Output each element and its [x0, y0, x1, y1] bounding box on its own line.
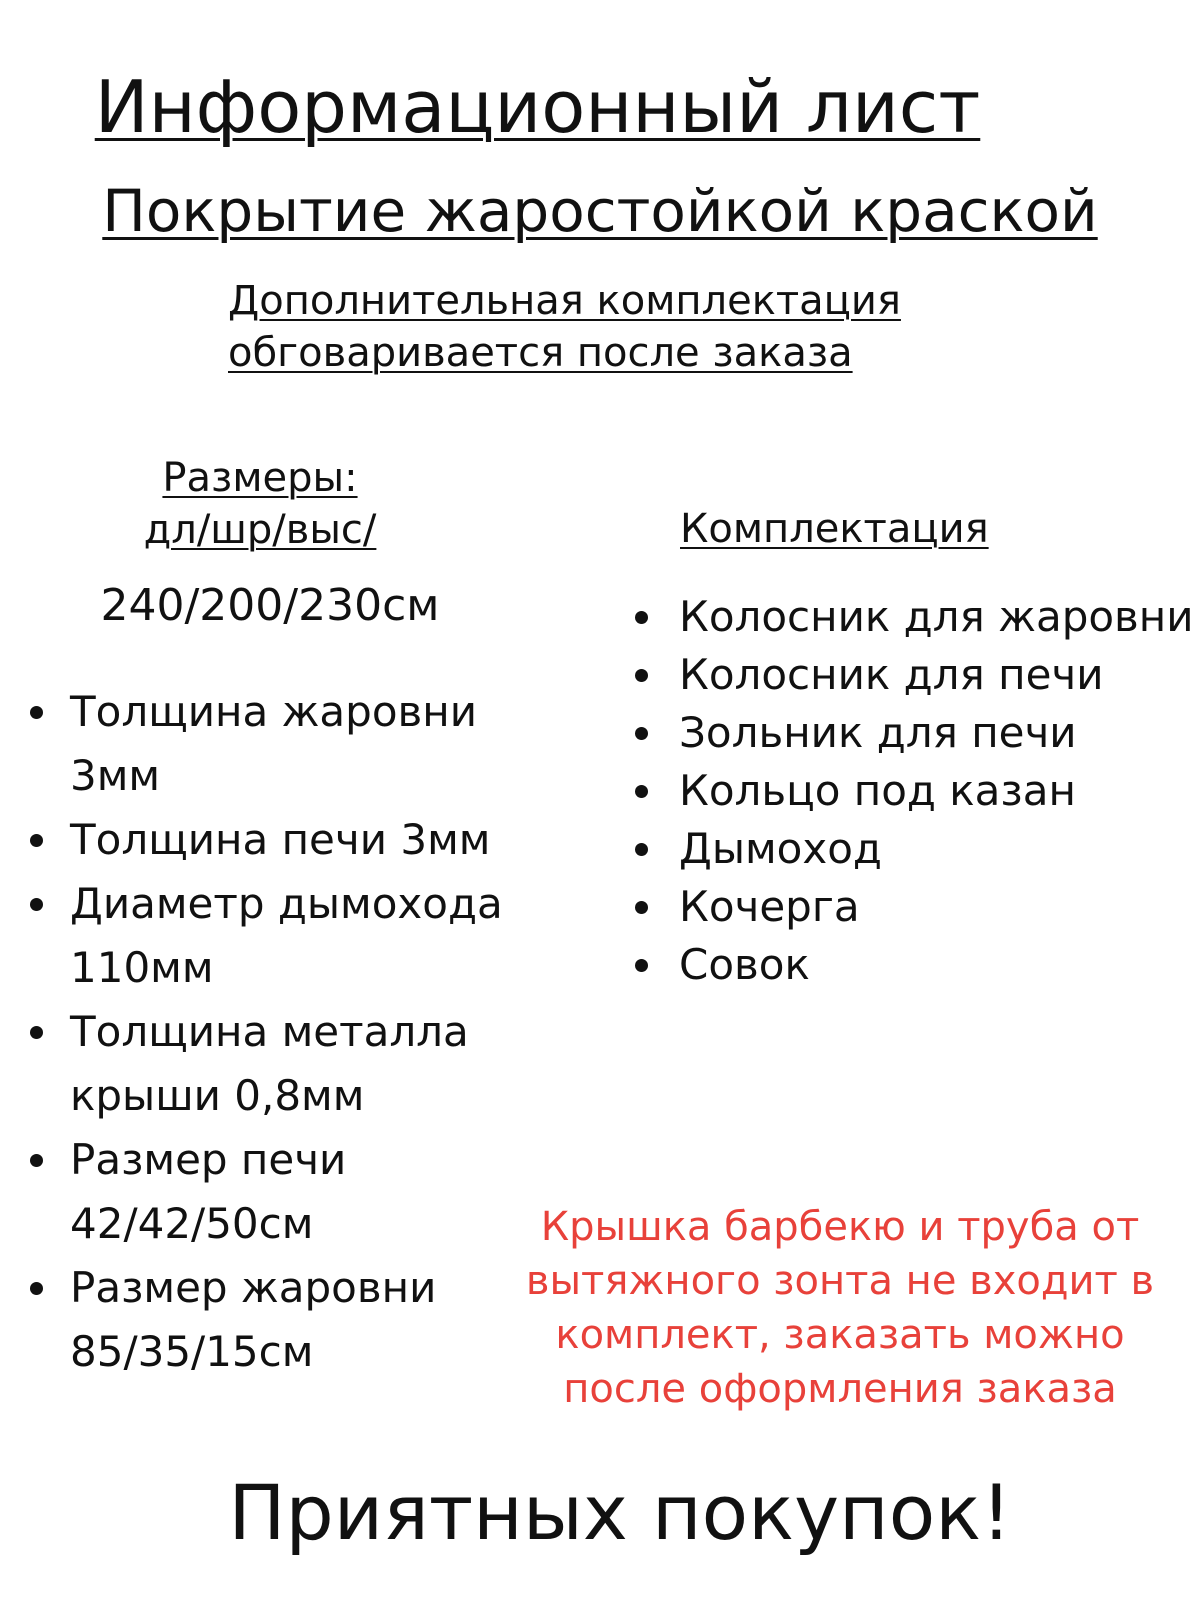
extra-kit-note-line: Дополнительная комплектация [228, 278, 901, 324]
warning-line: комплект, заказать можно [555, 1312, 1125, 1358]
spec-item: Размер печи 42/42/50см [30, 1128, 520, 1256]
warning-note [500, 1200, 1180, 1416]
dimensions-label [0, 452, 520, 556]
extra-kit-note [228, 275, 901, 379]
spec-item: Толщина жаровни 3мм [30, 680, 520, 808]
page-subtitle: Покрытие жаростойкой краской [102, 177, 1098, 245]
spec-item: Размер жаровни 85/35/15см [30, 1256, 520, 1384]
spec-item: Диаметр дымохода 110мм [30, 872, 520, 1000]
warning-line: вытяжного зонта не входит в [525, 1258, 1155, 1304]
dimensions-value: 240/200/230см [100, 580, 440, 631]
farewell-text: Приятных покупок! [228, 1468, 1012, 1557]
kit-item: Дымоход [635, 820, 1195, 878]
kit-item: Колосник для печи [635, 646, 1195, 704]
dimensions-label-line: Размеры: [162, 455, 358, 501]
kit-list [635, 588, 1195, 994]
spec-item: Толщина печи 3мм [30, 808, 520, 872]
warning-line: Крышка барбекю и труба от [540, 1204, 1140, 1250]
dimensions-label-line: дл/шр/выс/ [143, 507, 377, 553]
specs-list [30, 680, 520, 1384]
kit-label: Комплектация [680, 506, 989, 552]
kit-item: Кочерга [635, 878, 1195, 936]
spec-item: Толщина металла крыши 0,8мм [30, 1000, 520, 1128]
kit-item: Совок [635, 936, 1195, 994]
kit-item: Кольцо под казан [635, 762, 1195, 820]
extra-kit-note-line: обговаривается после заказа [228, 330, 853, 376]
page-title: Информационный лист [94, 65, 981, 149]
kit-item: Зольник для печи [635, 704, 1195, 762]
warning-line: после оформления заказа [563, 1366, 1117, 1412]
kit-item: Колосник для жаровни [635, 588, 1195, 646]
